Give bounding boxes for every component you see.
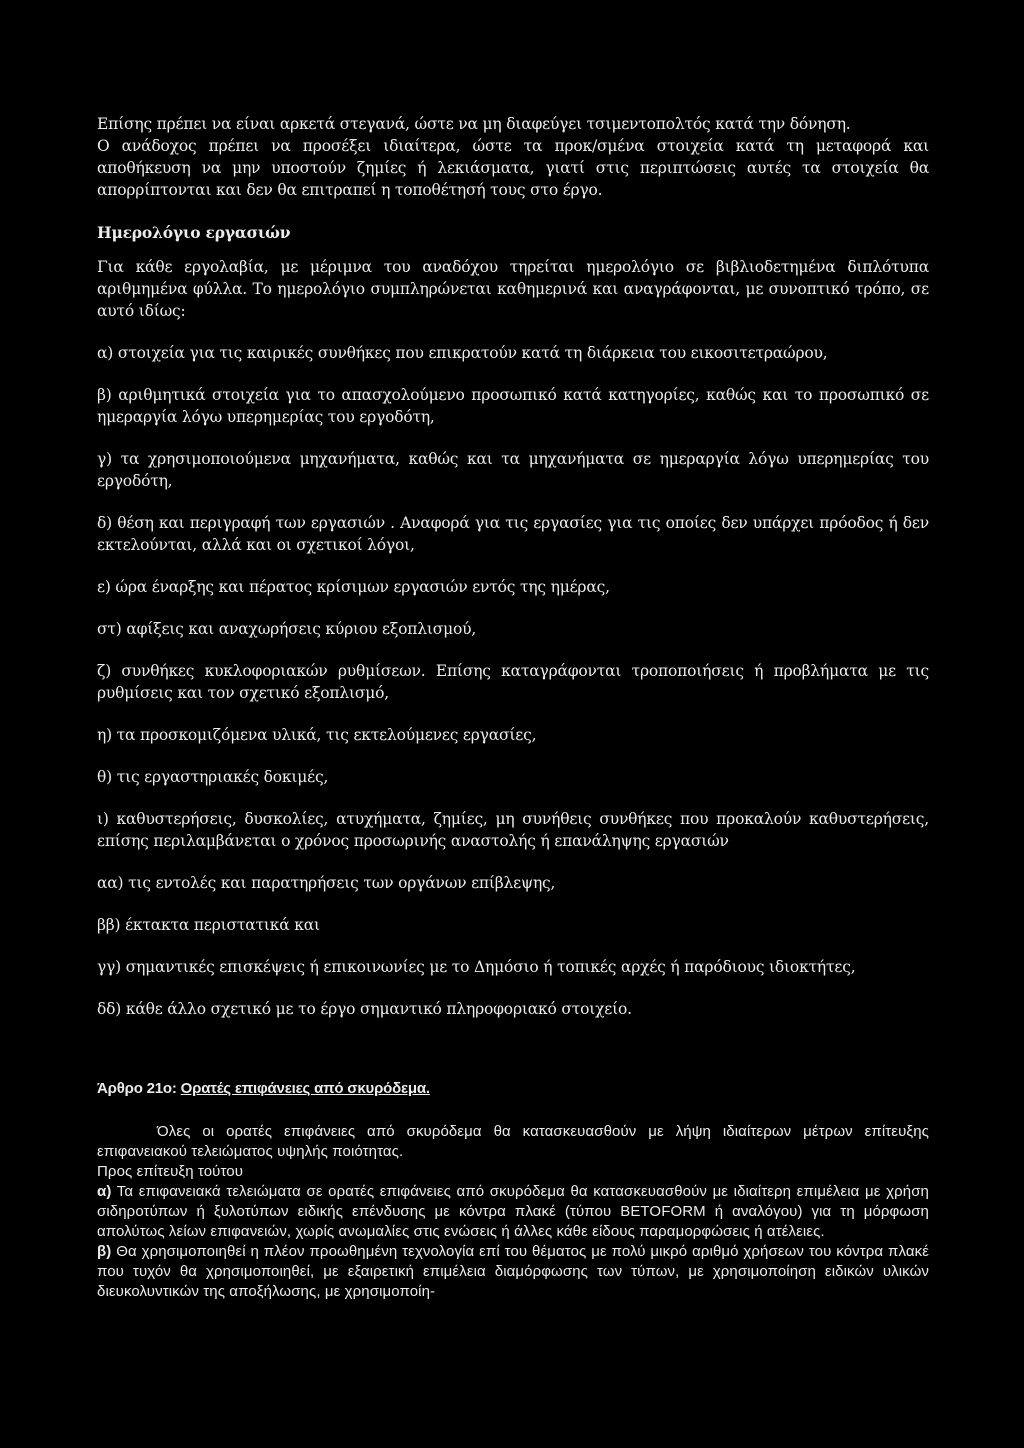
article-prefix: Άρθρο 21ο: bbox=[97, 1080, 181, 1097]
article-p1-text: Όλες οι ορατές επιφάνειες από σκυρόδεμα θα κατασκευασθούν με λήψη ιδιαίτερων μέτρων επίτευξης επιφανειακού τελειώματος υψηλής ποιότητας. bbox=[97, 1123, 929, 1160]
article-paragraph-a bbox=[97, 1182, 929, 1242]
diary-item: στ) αφίξεις και αναχωρήσεις κύριου εξοπλισμού, bbox=[97, 620, 477, 638]
diary-item: ε) ώρα έναρξης και πέρατος κρίσιμων εργασιών εντός της ημέρας, bbox=[97, 578, 610, 596]
item-marker-a: α) bbox=[97, 1183, 112, 1200]
diary-item: η) τα προσκομιζόμενα υλικά, τις εκτελούμενες εργασίες, bbox=[97, 726, 537, 744]
diary-item: θ) τις εργαστηριακές δοκιμές, bbox=[97, 768, 329, 786]
diary-item: β) αριθμητικά στοιχεία για το απασχολούμενο προσωπικό κατά κατηγορίες, καθώς και το προσωπικό σε ημεραργία λόγω υπερημερίας του εργοδότη, bbox=[97, 386, 929, 426]
diary-item: αα) τις εντολές και παρατηρήσεις των οργάνων επίβλεψης, bbox=[97, 874, 556, 892]
diary-list bbox=[97, 342, 929, 1020]
item-marker-b: β) bbox=[97, 1243, 112, 1260]
diary-item: γγ) σημαντικές επισκέψεις ή επικοινωνίες με το Δημόσιο ή τοπικές αρχές ή παρόδιους ιδιοκτήτες, bbox=[97, 958, 856, 976]
article-a-text: Τα επιφανειακά τελειώματα σε ορατές επιφάνειες από σκυρόδεμα θα κατασκευασθούν με ιδιαίτερη επιμέλεια με χρήση σιδηροτύπων ή ξυλοτύπων ειδικής επένδυσης με κόντρα πλακέ (τύπου BETOFORM ή αναλόγου) για τη μόρφωση απολύτως λείων επιφανειών, χωρίς ανωμαλίες στις ενώσεις ή άλλες κάθε είδους παραμορφώσεις ή ατέλειες. bbox=[97, 1183, 929, 1240]
intro-paragraph: Ο ανάδοχος πρέπει να προσέξει ιδιαίτερα, ώστε τα προκ/σμένα στοιχεία κατά τη μεταφορά και αποθήκευση να μην υποστούν ζημίες ή λεκιάσματα, γιατί στις περιπτώσεις αυτές τα στοιχεία θα απορρίπτονται και δεν θα επιτραπεί η τοποθέτησή τους στο έργο. bbox=[97, 137, 929, 199]
article-heading bbox=[97, 1078, 929, 1100]
intro-line-1: Επίσης πρέπει να είναι αρκετά στεγανά, ώστε να μη διαφεύγει τσιμεντοπολτός κατά την δόνηση. bbox=[97, 115, 851, 133]
article-paragraph-1 bbox=[97, 1122, 929, 1162]
diary-paragraph: Για κάθε εργολαβία, με μέριμνα του αναδόχου τηρείται ημερολόγιο σε βιβλιοδετημένα διπλότυπα αριθμημένα φύλλα. Το ημερολόγιο συμπληρώνεται καθημερινά και αναγράφονται, με συνοπτικό τρόπο, σε αυτό ιδίως: bbox=[97, 258, 929, 320]
diary-heading: Ημερολόγιο εργασιών bbox=[97, 223, 291, 242]
article-paragraph-b bbox=[97, 1242, 929, 1302]
diary-item: δ) θέση και περιγραφή των εργασιών . Αναφορά για τις εργασίες για τις οποίες δεν υπάρχει πρόοδος ή δεν εκτελούνται, αλλά και οι σχετικοί λόγοι, bbox=[97, 514, 929, 554]
diary-item: γ) τα χρησιμοποιούμενα μηχανήματα, καθώς και τα μηχανήματα σε ημεραργία λόγω υπερημερίας του εργοδότη, bbox=[97, 450, 929, 490]
article-b-text: Θα χρησιμοποιηθεί η πλέον προωθημένη τεχνολογία επί του θέματος με πολύ μικρό αριθμό χρήσεων του κόντρα πλακέ που τυχόν θα χρησιμοποιηθεί, με εξαιρετική επιμέλεια διαμόρφωσης των τύπων, με χρησιμοποίηση ειδικών υλικών διευκολυντικών της αποξήλωσης, με χρησιμοποίη- bbox=[97, 1243, 929, 1300]
diary-item: α) στοιχεία για τις καιρικές συνθήκες που επικρατούν κατά τη διάρκεια του εικοσιτετραώρου, bbox=[97, 344, 828, 362]
article-paragraph-2: Προς επίτευξη τούτου bbox=[97, 1163, 244, 1180]
diary-item: ζ) συνθήκες κυκλοφοριακών ρυθμίσεων. Επίσης καταγράφονται τροποποιήσεις ή προβλήματα με τις ρυθμίσεις και τον σχετικό εξοπλισμό, bbox=[97, 662, 929, 702]
diary-item: δδ) κάθε άλλο σχετικό με το έργο σημαντικό πληροφοριακό στοιχείο. bbox=[97, 1000, 632, 1018]
diary-item: ββ) έκτακτα περιστατικά και bbox=[97, 916, 320, 934]
article-title: Ορατές επιφάνειες από σκυρόδεμα. bbox=[180, 1080, 430, 1097]
document-page bbox=[97, 113, 929, 1302]
article-body bbox=[97, 1122, 929, 1302]
diary-item: ι) καθυστερήσεις, δυσκολίες, ατυχήματα, ζημίες, μη συνήθεις συνθήκες που προκαλούν καθυστερήσεις, επίσης περιλαμβάνεται ο χρόνος προσωρινής αναστολής ή επανάληψης εργασιών bbox=[97, 810, 929, 850]
